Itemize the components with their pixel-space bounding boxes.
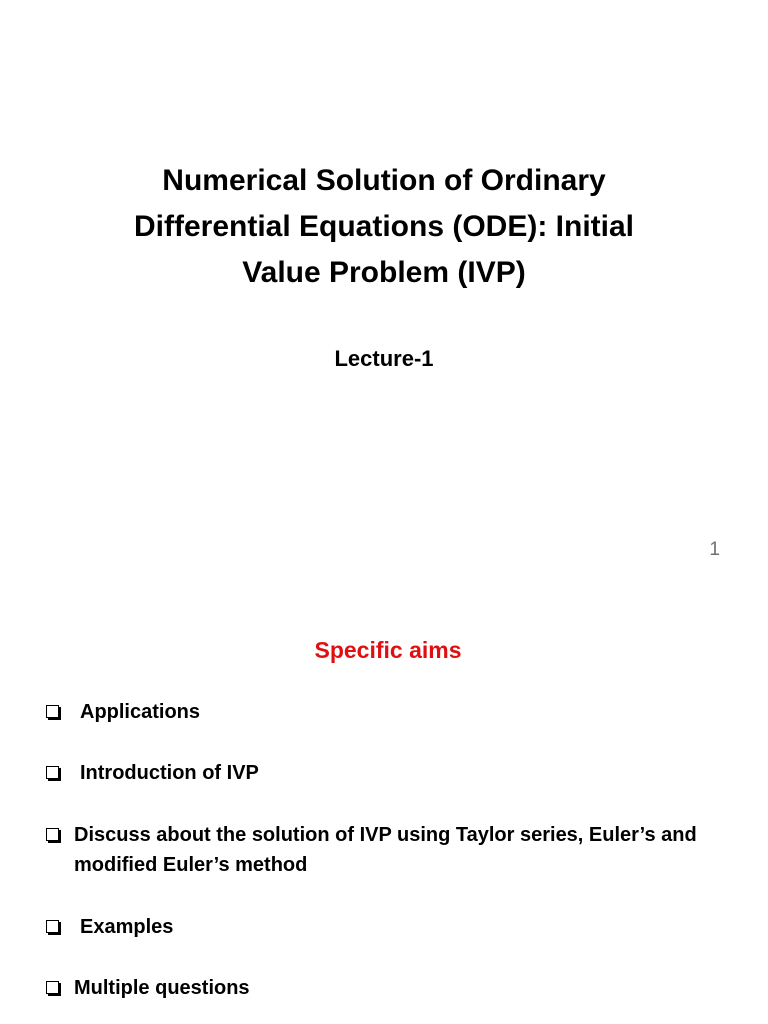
checkbox-square-icon (46, 705, 59, 718)
title-line-1: Numerical Solution of Ordinary (162, 164, 606, 197)
list-item (44, 912, 734, 942)
checkbox-square-icon (46, 981, 59, 994)
lecture-subtitle: Lecture-1 (334, 346, 434, 371)
slide-2 (0, 576, 768, 1024)
list-item-text: Discuss about the solution of IVP using Taylor series, Euler’s and modified Euler’s method (74, 824, 697, 876)
checkbox-square-icon (46, 766, 59, 779)
list-item-text: Examples (80, 916, 174, 938)
title-line-3: Value Problem (IVP) (242, 256, 526, 289)
list-item (44, 820, 734, 880)
checkbox-square-icon (46, 920, 59, 933)
list-item (44, 973, 734, 1003)
list-item-text: Multiple questions (74, 977, 250, 999)
title-line-2: Differential Equations (ODE): Initial (133, 210, 635, 243)
specific-aims-heading: Specific aims (314, 637, 462, 663)
slide-title (60, 158, 708, 296)
page-number: 1 (709, 539, 720, 560)
list-item (44, 697, 734, 727)
list-item-text: Applications (80, 701, 201, 723)
list-item (44, 758, 734, 788)
list-item-text: Introduction of IVP (80, 762, 259, 784)
checkbox-square-icon (46, 828, 59, 841)
